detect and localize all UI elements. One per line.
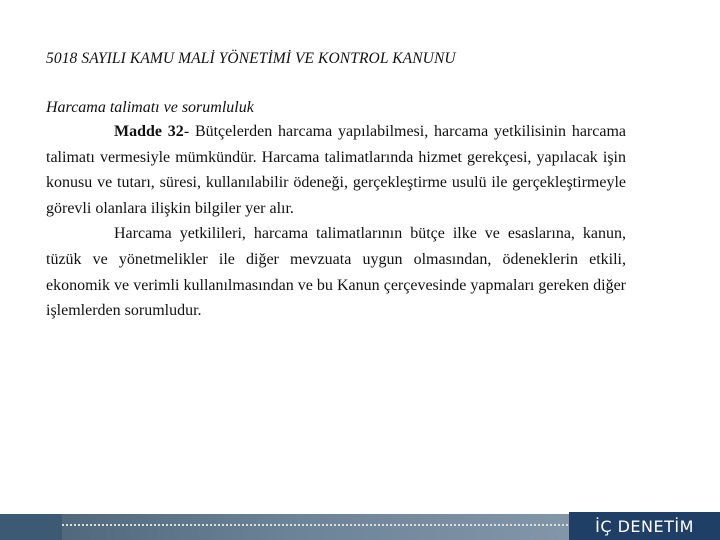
footer-left-block — [0, 514, 62, 540]
paragraph-1-text: - Bütçelerden harcama yapılabilmesi, harcama yetkilisinin harcama talimatı vermesiyle mümkündür. Harcama talimatlarında hizmet gerekçesi, yapılacak işin konusu ve tutarı, süresi, kullanılabilir ödeneği, gerçekleştirme usulü ile gerçekleştirmeyle görevli olanlara ilişkin bilgiler yer alır. — [46, 123, 627, 217]
section-subtitle: Harcama talimatı ve sorumluluk — [46, 99, 254, 116]
slide-title: 5018 SAYILI KAMU MALİ YÖNETİMİ VE KONTROL KANUNU — [46, 50, 456, 67]
paragraph-1 — [46, 119, 626, 221]
article-body — [46, 119, 626, 324]
footer-brand-label: İÇ DENETİM — [569, 512, 720, 540]
footer-dotted-line — [62, 524, 568, 526]
paragraph-2: Harcama yetkilileri, harcama talimatlarının bütçe ilke ve esaslarına, kanun, tüzük ve yönetmelikler ile diğer mevzuata uygun olmasından, ödeneklerin etkili, ekonomik ve verimli kullanılmasından ve bu Kanun çerçevesinde yapmaları gereken diğer işlemlerden sorumludur. — [46, 225, 626, 320]
article-number-label: Madde 32 — [114, 123, 184, 140]
